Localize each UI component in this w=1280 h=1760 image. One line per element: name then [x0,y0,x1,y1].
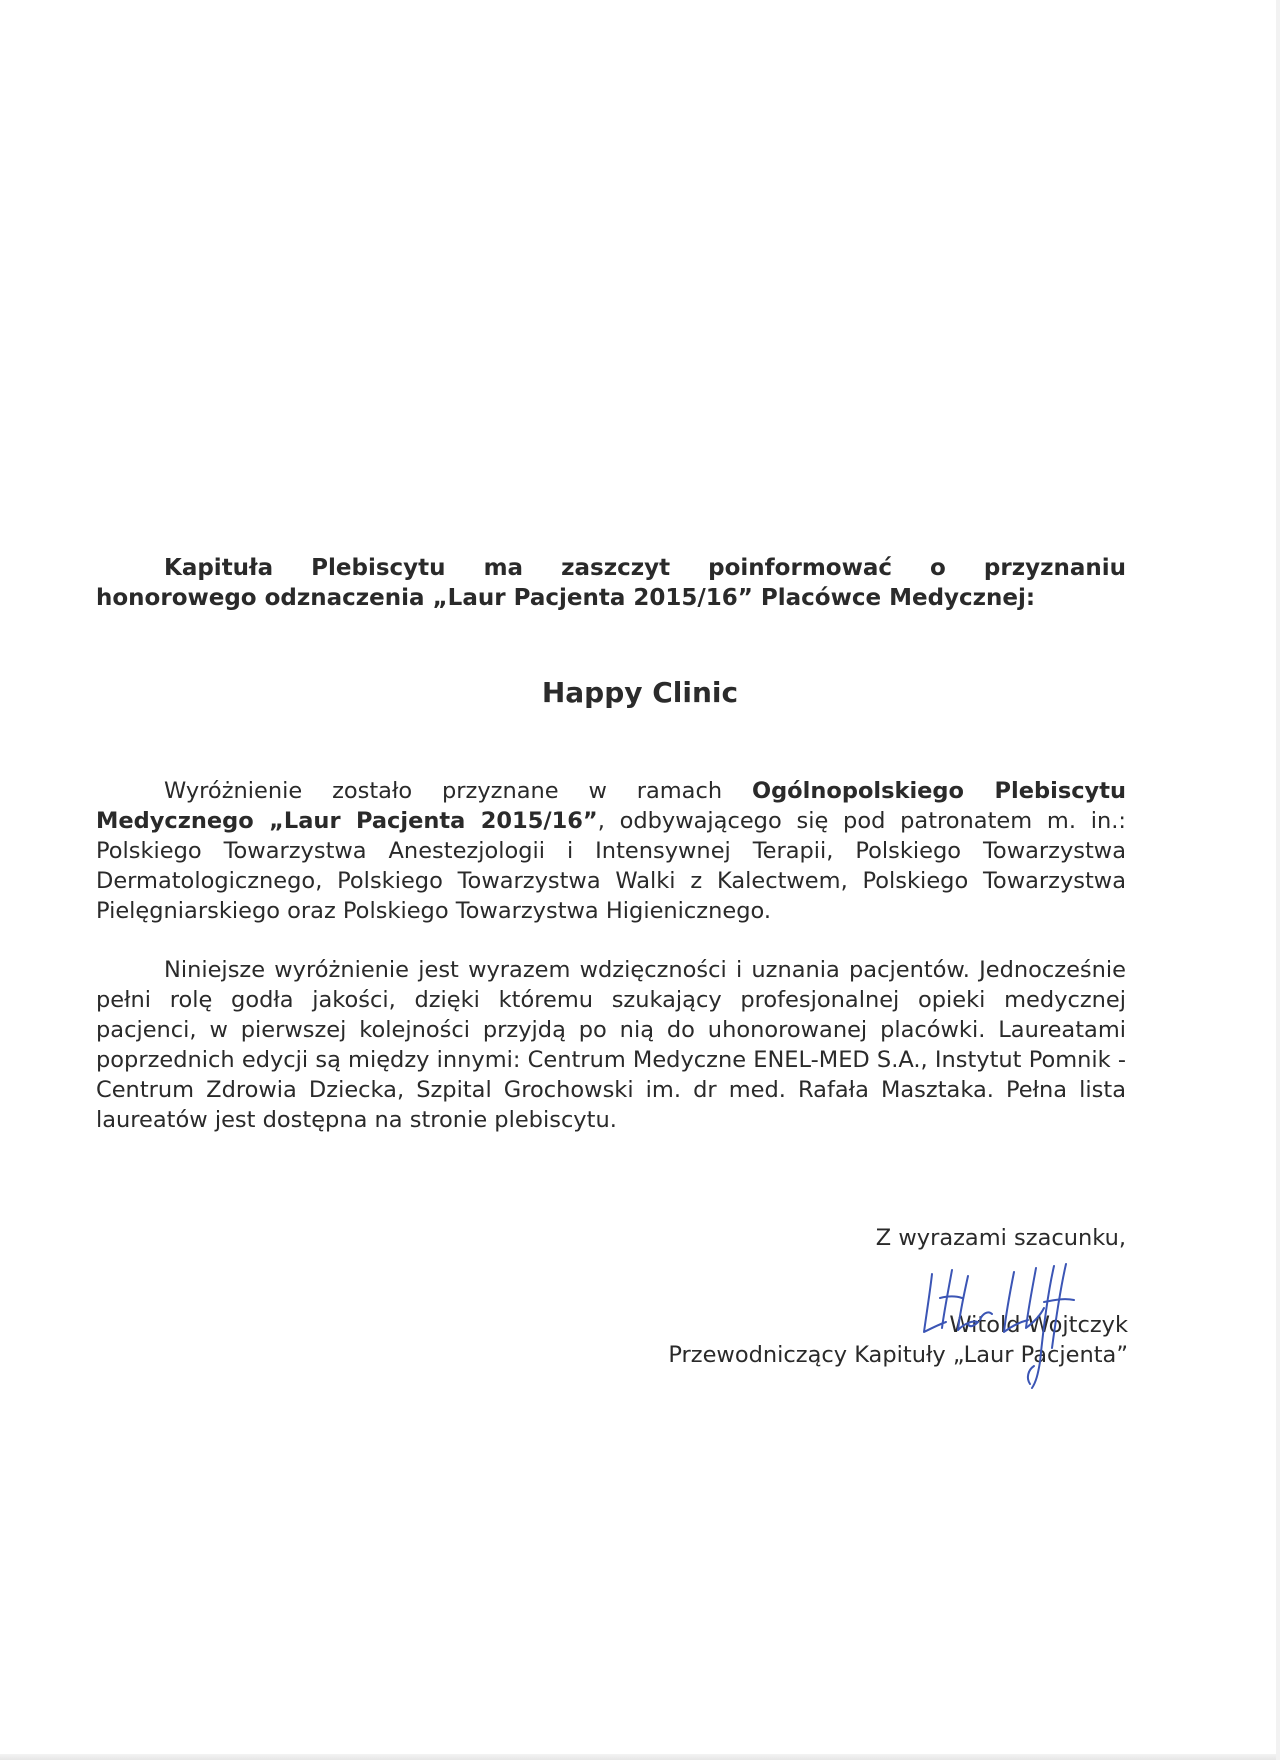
recipient-name: Happy Clinic [541,676,739,709]
signature-icon [918,1262,1148,1392]
paragraph1-part2: , odbywającego się pod patronatem m. in.: Polskiego Towarzystwa Anestezjologii i Intensywnej Terapii, Polskiego Towarzystwa Dermatologicznego, Polskiego Towarzystwa Walki z Kalectwem, Polskiego Towarzystwa Pielęgniarskiego oraz Polskiego Towarzystwa Higienicznego. [96,808,1126,924]
signer-role: Przewodniczący Kapituły „Laur Pacjenta” [668,1342,1128,1368]
plebiscite-name: Ogólnopolskiego Plebiscytu Medycznego „Laur Pacjenta 2015/16” [96,778,1126,834]
paragraph-award-details [96,776,1126,926]
announcement-line-2: honorowego odznaczenia „Laur Pacjenta 2015/16” Placówce Medycznej: [96,585,1036,611]
paragraph-significance [96,955,1126,1135]
scan-edge [0,1754,1280,1760]
signer-name: Witold Wojtczyk [949,1312,1128,1338]
announcement-line-1: Kapituła Plebiscytu ma zaszczyt poinformować o przyznaniu [164,555,1126,581]
paragraph1-part1: Wyróżnienie zostało przyznane w ramach [164,778,752,804]
scan-edge [1276,0,1280,1760]
closing-salutation: Z wyrazami szacunku, [875,1225,1126,1251]
announcement [96,553,1126,613]
paragraph2-text: Niniejsze wyróżnienie jest wyrazem wdzięczności i uznania pacjentów. Jednocześnie pełni rolę godła jakości, dzięki któremu szukający profesjonalnej opieki medycznej pacjenci, w pierwszej kolejności przyjdą po nią do uhonorowanej placówki. Laureatami poprzednich edycji są między innymi: Centrum Medyczne ENEL-MED S.A., Instytut Pomnik - Centrum Zdrowia Dziecka, Szpital Grochowski im. dr med. Rafała Masztaka. Pełna lista laureatów jest dostępna na stronie plebiscytu. [96,957,1126,1133]
